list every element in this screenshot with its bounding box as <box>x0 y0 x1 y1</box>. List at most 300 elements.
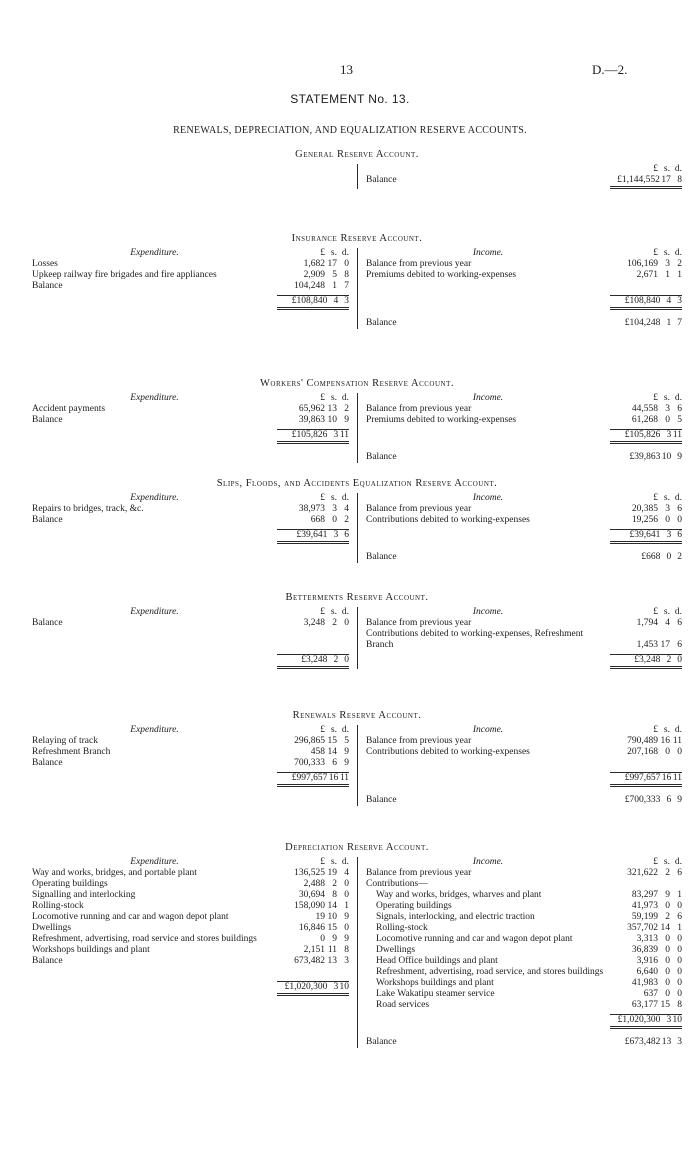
row-label: Balance from previous year <box>366 404 472 414</box>
amount-shillings: 9 <box>332 934 337 944</box>
amount-shillings: 0 <box>665 945 670 955</box>
amount-pence: 0 <box>677 747 682 757</box>
ledger-row <box>32 934 349 945</box>
pound-header: £ <box>320 393 325 403</box>
amount-pounds: £39,641 <box>296 530 328 540</box>
income-heading: Income. <box>472 607 504 617</box>
ledger-row <box>366 890 682 901</box>
pence-header: d. <box>341 393 349 403</box>
pence-header: d. <box>674 725 682 735</box>
amount-pounds: 1,794 <box>636 618 658 628</box>
amount-pounds: 668 <box>310 515 325 525</box>
currency-header <box>277 493 349 504</box>
amount-pence: 0 <box>677 515 682 525</box>
row-label: Rolling-stock <box>32 901 84 911</box>
amount <box>277 415 349 426</box>
ledger-row <box>366 504 682 515</box>
amount-pounds: £39,641 <box>629 530 661 540</box>
amount-pence: 9 <box>677 795 682 805</box>
ledger-row <box>32 281 349 292</box>
row-label: Contributions— <box>366 879 428 889</box>
amount-shillings: 10 <box>327 912 337 922</box>
row-label: Balance <box>32 618 63 628</box>
income-column <box>357 393 682 463</box>
amount-shillings: 16 <box>328 773 339 783</box>
amount <box>610 618 682 629</box>
amount-shillings: 3 <box>666 530 672 540</box>
amount-pounds: 790,489 <box>627 736 658 746</box>
row-label: Balance <box>366 175 397 185</box>
column-header <box>366 607 682 618</box>
amount-pounds: 41,973 <box>631 901 658 911</box>
amount-pence: 3 <box>677 296 682 306</box>
amount-pounds: 357,702 <box>627 923 658 933</box>
amount <box>610 654 682 669</box>
row-label: Balance <box>366 452 397 462</box>
shilling-header: s. <box>663 607 670 617</box>
statement-title: STATEMENT No. 13. <box>290 92 410 106</box>
depreciation-reserve-section <box>32 842 682 1048</box>
amount-pounds: £997,657 <box>291 773 328 783</box>
row-label: Balance <box>32 415 63 425</box>
ledger-row <box>32 912 349 923</box>
amount-pounds: £997,657 <box>624 773 661 783</box>
amount-shillings: 17 <box>327 259 337 269</box>
amount-pence: 11 <box>339 773 349 783</box>
amount <box>277 654 349 669</box>
amount-pence: 0 <box>344 879 349 889</box>
insurance-reserve-section <box>32 233 682 329</box>
amount-pounds: 104,248 <box>294 281 325 291</box>
pence-header: d. <box>341 607 349 617</box>
amount <box>610 989 682 1000</box>
amount-pounds: 44,558 <box>631 404 658 414</box>
amount-pence: 11 <box>339 430 349 440</box>
amount-pence: 0 <box>677 934 682 944</box>
pence-header: d. <box>674 607 682 617</box>
pence-header: d. <box>341 248 349 258</box>
section-title: Betterments Reserve Account. <box>285 592 429 603</box>
section-title: Workers' Compensation Reserve Account. <box>260 378 454 389</box>
amount <box>610 504 682 515</box>
amount-pounds: 19,256 <box>631 515 658 525</box>
amount <box>277 429 349 444</box>
currency-header <box>610 248 682 259</box>
shilling-header: s. <box>663 393 670 403</box>
ledger-row <box>366 515 682 526</box>
amount-shillings: 4 <box>665 618 670 628</box>
row-label: Balance <box>366 552 397 562</box>
amount-pounds: 3,313 <box>636 934 658 944</box>
amount-shillings: 14 <box>327 901 337 911</box>
amount-pounds: £668 <box>641 552 661 562</box>
ledger-row <box>366 415 682 426</box>
balance-carried-row <box>366 452 682 463</box>
shilling-header: s. <box>330 857 337 867</box>
amount-shillings: 0 <box>665 515 670 525</box>
total-row <box>366 772 682 787</box>
amount-pence: 6 <box>344 530 349 540</box>
amount-pence: 0 <box>344 618 349 628</box>
column-header <box>32 725 349 736</box>
amount-shillings: 14 <box>327 747 337 757</box>
ledger-row <box>32 404 349 415</box>
pound-header: £ <box>653 248 658 258</box>
amount-pence: 0 <box>677 956 682 966</box>
currency-header <box>610 857 682 868</box>
currency-header <box>610 393 682 404</box>
pound-header: £ <box>653 493 658 503</box>
amount-pence: 5 <box>344 736 349 746</box>
amount-pence: 0 <box>677 978 682 988</box>
ledger-row <box>366 978 682 989</box>
amount-pounds: 700,333 <box>294 758 325 768</box>
spacer <box>32 640 349 651</box>
amount-shillings: 6 <box>332 758 337 768</box>
amount-pounds: 673,482 <box>294 956 325 966</box>
column-header <box>32 493 349 504</box>
currency-header <box>610 607 682 618</box>
account-columns <box>32 393 682 463</box>
amount-pence: 4 <box>344 504 349 514</box>
row-label: Balance <box>366 1037 397 1047</box>
row-label: Dwellings <box>376 945 416 955</box>
amount <box>610 934 682 945</box>
amount-pence: 0 <box>344 655 349 665</box>
column-header <box>32 248 349 259</box>
balance-carried-row <box>366 1037 682 1048</box>
amount-shillings: 13 <box>327 956 337 966</box>
column-header <box>366 857 682 868</box>
amount-shillings: 2 <box>333 655 339 665</box>
row-label: Way and works, bridges, and portable plant <box>32 868 197 878</box>
shilling-header: s. <box>330 248 337 258</box>
row-label: Balance <box>32 281 63 291</box>
amount-shillings: 15 <box>660 1000 670 1010</box>
slips-floods-accidents-section <box>32 478 682 563</box>
ledger-row <box>366 945 682 956</box>
pound-header: £ <box>653 607 658 617</box>
amount-pence: 0 <box>344 259 349 269</box>
total-row <box>366 529 682 544</box>
row-label: Losses <box>32 259 58 269</box>
section-title: Insurance Reserve Account. <box>291 233 423 244</box>
amount-shillings: 0 <box>666 552 672 562</box>
amount-shillings: 3 <box>666 430 672 440</box>
amount-shillings: 14 <box>660 923 670 933</box>
section-title: Depreciation Reserve Account. <box>285 842 429 853</box>
amount-shillings: 3 <box>665 259 670 269</box>
amount-pence: 0 <box>677 901 682 911</box>
amount <box>277 772 349 787</box>
amount-pounds: 30,694 <box>298 890 325 900</box>
row-label: Balance from previous year <box>366 618 472 628</box>
general-reserve-section <box>32 149 682 189</box>
ledger-row <box>366 1000 682 1011</box>
amount-pence: 8 <box>344 945 349 955</box>
row-label: Locomotive running and car and wagon depot plant <box>376 934 573 944</box>
amount <box>610 795 682 806</box>
total-row <box>32 772 349 787</box>
section-title: Slips, Floods, and Accidents Equalization Reserve Account. <box>216 478 498 489</box>
amount-shillings: 0 <box>665 956 670 966</box>
document-reference: D.—2. <box>592 62 628 77</box>
ledger-row <box>32 879 349 890</box>
amount-pounds: £108,840 <box>624 296 661 306</box>
amount <box>610 912 682 923</box>
amount-pence: 1 <box>677 923 682 933</box>
amount <box>277 504 349 515</box>
amount <box>277 618 349 629</box>
total-row <box>366 654 682 669</box>
ledger-row <box>32 736 349 747</box>
shilling-header: s. <box>330 725 337 735</box>
amount-pounds: 16,846 <box>298 923 325 933</box>
amount-pence: 9 <box>344 758 349 768</box>
column-header <box>32 607 349 618</box>
spacer <box>366 758 682 769</box>
amount-pounds: 41,983 <box>631 978 658 988</box>
amount <box>610 923 682 934</box>
amount-pounds: £104,248 <box>624 318 661 328</box>
amount <box>277 981 349 996</box>
account-columns <box>32 607 682 669</box>
column-header <box>32 393 349 404</box>
amount-pounds: 2,151 <box>303 945 325 955</box>
currency-header <box>277 857 349 868</box>
currency-header <box>277 393 349 404</box>
row-label: Locomotive running and car and wagon depot plant <box>32 912 229 922</box>
amount-pence: 9 <box>344 415 349 425</box>
balance-carried-row <box>366 318 682 329</box>
row-label: Rolling-stock <box>376 923 428 933</box>
ledger-row <box>32 923 349 934</box>
ledger-row <box>32 890 349 901</box>
income-column <box>357 493 682 563</box>
pound-header: £ <box>320 607 325 617</box>
row-label: Contributions debited to working-expenses <box>366 515 530 525</box>
row-label: Upkeep railway fire brigades and fire appliances <box>32 270 217 280</box>
amount-pounds: £108,840 <box>291 296 328 306</box>
pence-header: d. <box>674 857 682 867</box>
account-columns <box>32 725 682 806</box>
amount-pence: 11 <box>672 430 682 440</box>
pence-header: d. <box>341 857 349 867</box>
amount-pounds: £1,144,552 <box>617 175 660 185</box>
amount-pence: 1 <box>677 270 682 280</box>
row-label: Relaying of track <box>32 736 98 746</box>
row-label: Balance from previous year <box>366 736 472 746</box>
balance-row <box>366 175 682 189</box>
amount <box>610 452 682 463</box>
amount-pence: 3 <box>344 956 349 966</box>
amount-pounds: 1,453 <box>636 640 658 650</box>
row-label: Refreshment, advertising, road service, and stores buildings <box>376 967 604 977</box>
amount <box>277 529 349 544</box>
pound-header: £ <box>653 857 658 867</box>
shilling-header: s. <box>663 164 670 174</box>
row-label: Road services <box>376 1000 430 1010</box>
amount <box>610 1037 682 1048</box>
account-columns <box>32 857 682 1048</box>
column-header <box>366 248 682 259</box>
amount-shillings: 3 <box>333 982 339 992</box>
amount-pounds: 637 <box>643 989 658 999</box>
currency-header <box>277 607 349 618</box>
income-heading: Income. <box>472 248 504 258</box>
amount-shillings: 13 <box>327 404 337 414</box>
amount-pounds: 3,916 <box>636 956 658 966</box>
shilling-header: s. <box>663 248 670 258</box>
pound-header: £ <box>320 248 325 258</box>
total-row <box>32 429 349 444</box>
amount-pounds: 63,177 <box>631 1000 658 1010</box>
amount-pence: 6 <box>677 404 682 414</box>
income-heading: Income. <box>472 857 504 867</box>
amount-shillings: 11 <box>327 945 337 955</box>
amount-shillings: 0 <box>665 989 670 999</box>
amount <box>277 868 349 879</box>
amount <box>277 956 349 967</box>
amount-shillings: 0 <box>665 415 670 425</box>
amount-pence: 0 <box>677 655 682 665</box>
amount-shillings: 0 <box>665 747 670 757</box>
amount <box>277 934 349 945</box>
pound-header: £ <box>653 393 658 403</box>
ledger-row <box>366 270 682 281</box>
pence-header: d. <box>674 493 682 503</box>
amount-pounds: 20,385 <box>631 504 658 514</box>
expenditure-heading: Expenditure. <box>130 393 179 403</box>
expenditure-column <box>32 607 357 669</box>
amount-shillings: 0 <box>665 967 670 977</box>
expenditure-heading: Expenditure. <box>130 725 179 735</box>
section-title: General Reserve Account. <box>295 149 419 160</box>
amount-shillings: 10 <box>327 415 337 425</box>
amount-pounds: 61,268 <box>631 415 658 425</box>
amount <box>610 1014 682 1029</box>
ledger-row <box>32 415 349 426</box>
amount-pence: 1 <box>344 901 349 911</box>
ledger-row <box>366 967 682 978</box>
amount-pence: 2 <box>344 515 349 525</box>
expenditure-heading: Expenditure. <box>130 493 179 503</box>
amount-pounds: 136,525 <box>294 868 325 878</box>
ledger-row <box>366 629 682 651</box>
amount-pence: 9 <box>344 747 349 757</box>
amount-pence: 0 <box>344 890 349 900</box>
balance-carried-row <box>366 795 682 806</box>
amount-shillings: 2 <box>332 879 337 889</box>
pound-header: £ <box>653 164 658 174</box>
ledger-row <box>32 901 349 912</box>
amount <box>610 259 682 270</box>
ledger-row <box>32 618 349 629</box>
amount-shillings: 3 <box>666 1015 672 1025</box>
row-label: Refreshment, advertising, road service and stores buildings <box>32 934 257 944</box>
amount <box>610 270 682 281</box>
amount-pence: 4 <box>344 868 349 878</box>
row-label: Lake Wakatipu steamer service <box>376 989 495 999</box>
row-label: Balance <box>32 956 63 966</box>
ledger-row <box>32 515 349 526</box>
amount-pounds: 2,909 <box>303 270 325 280</box>
amount-shillings: 15 <box>327 736 337 746</box>
ledger-row <box>366 912 682 923</box>
expenditure-column <box>32 248 357 329</box>
currency-header <box>610 493 682 504</box>
amount-pence: 7 <box>677 318 682 328</box>
amount <box>610 529 682 544</box>
ledger-row <box>32 259 349 270</box>
account-columns <box>32 248 682 329</box>
amount-pence: 10 <box>339 982 349 992</box>
row-label: Signalling and interlocking <box>32 890 136 900</box>
ledger-row <box>32 945 349 956</box>
pence-header: d. <box>674 248 682 258</box>
row-label: Balance <box>32 758 63 768</box>
shilling-header: s. <box>330 393 337 403</box>
amount-pence: 8 <box>677 1000 682 1010</box>
amount-pence: 2 <box>677 552 682 562</box>
amount <box>610 945 682 956</box>
amount <box>610 415 682 426</box>
row-label: Premiums debited to working-expenses <box>366 415 517 425</box>
amount-pence: 8 <box>677 175 682 185</box>
column-header <box>366 725 682 736</box>
amount <box>277 923 349 934</box>
amount-shillings: 2 <box>665 912 670 922</box>
amount-shillings: 9 <box>665 890 670 900</box>
amount <box>277 404 349 415</box>
total-row <box>32 529 349 544</box>
amount-pence: 2 <box>344 404 349 414</box>
shilling-header: s. <box>330 607 337 617</box>
amount-pounds: 19 <box>315 912 325 922</box>
amount-shillings: 3 <box>333 530 339 540</box>
amount <box>277 901 349 912</box>
amount-shillings: 17 <box>661 175 671 185</box>
amount-pounds: 36,839 <box>631 945 658 955</box>
amount-shillings: 3 <box>665 404 670 414</box>
total-row <box>32 654 349 669</box>
ledger-row <box>32 747 349 758</box>
income-column <box>357 857 682 1048</box>
total-row <box>366 429 682 444</box>
row-label: Accident payments <box>32 404 106 414</box>
amount-pounds: 2,488 <box>303 879 325 889</box>
column-header <box>32 857 349 868</box>
pound-header: £ <box>320 493 325 503</box>
row-label: Contributions debited to working-expenses, Refreshment Branch <box>366 629 584 650</box>
expenditure-heading: Expenditure. <box>130 248 179 258</box>
currency-header <box>610 725 682 736</box>
ledger-row <box>366 404 682 415</box>
amount-pence: 6 <box>677 640 682 650</box>
amount <box>610 1000 682 1011</box>
amount-shillings: 16 <box>660 736 670 746</box>
amount-pence: 9 <box>344 912 349 922</box>
amount-pounds: 3,248 <box>303 618 325 628</box>
amount-pounds: £105,826 <box>291 430 328 440</box>
amount-pounds: £673,482 <box>624 1037 661 1047</box>
ledger-row <box>366 901 682 912</box>
amount-shillings: 3 <box>333 430 339 440</box>
amount <box>610 978 682 989</box>
row-label: Balance <box>366 318 397 328</box>
amount <box>610 747 682 758</box>
amount-shillings: 6 <box>666 795 672 805</box>
